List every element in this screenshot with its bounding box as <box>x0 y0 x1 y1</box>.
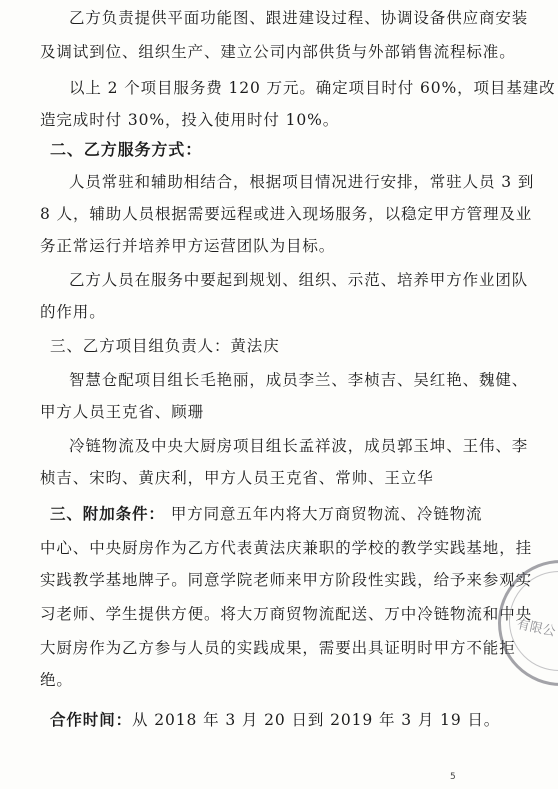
body-line-4: 造完成时付 30%，投入使用时付 10%。 <box>40 111 340 129</box>
body-line-20: 大厨房作为乙方参与人员的实践成果，需要出具证明时甲方不能拒 <box>40 639 516 657</box>
body-line-12: 智慧仓配项目组长毛艳丽，成员李兰、李桢吉、吴红艳、魏健、 <box>69 371 529 389</box>
additional-terms-text: 甲方同意五年内将大万商贸物流、冷链物流 <box>170 505 483 523</box>
additional-terms-label: 三、附加条件： <box>50 504 165 523</box>
seal-text: 有限公 <box>515 617 557 640</box>
section-heading-service-mode: 二、乙方服务方式： <box>50 140 203 159</box>
body-line-9: 乙方人员在服务中要起到规划、组织、示范、培养甲方作业团队 <box>69 271 529 289</box>
body-line-6: 人员常驻和辅助相结合，根据项目情况进行安排，常驻人员 3 到 <box>69 173 535 191</box>
body-line-8: 务正常运行并培养甲方运营团队为目标。 <box>40 237 336 255</box>
cooperation-time-value: 从 2018 年 3 月 20 日到 2019 年 3 月 19 日。 <box>132 711 501 729</box>
body-line-14: 冷链物流及中央大厨房项目组长孟祥波，成员郭玉坤、王伟、李 <box>69 437 529 455</box>
cooperation-time-label: 合作时间： <box>50 710 133 729</box>
body-line-10: 的作用。 <box>40 303 106 321</box>
page-number: 5 <box>450 772 456 782</box>
body-line-17: 中心、中央厨房作为乙方代表黄法庆兼职的学校的教学实践基地，挂 <box>40 539 533 557</box>
body-line-2: 及调试到位、组织生产、建立公司内部供货与外部销售流程标准。 <box>40 43 516 61</box>
additional-terms-line <box>50 504 482 524</box>
section-heading-project-lead: 三、乙方项目组负责人：黄法庆 <box>50 337 280 355</box>
body-line-19: 习老师、学生提供方便。将大万商贸物流配送、万中冷链物流和中央 <box>40 605 533 623</box>
body-line-1: 乙方负责提供平面功能图、跟进建设过程、协调设备供应商安装 <box>69 9 529 27</box>
body-line-3: 以上 2 个项目服务费 120 万元。确定项目时付 60%，项目基建改 <box>69 79 556 97</box>
body-line-7: 8 人，辅助人员根据需要远程或进入现场服务，以稳定甲方管理及业 <box>40 205 533 223</box>
cooperation-time-line <box>50 710 500 730</box>
body-line-15: 桢吉、宋昀、黄庆利，甲方人员王克省、常帅、王立华 <box>40 469 434 487</box>
body-line-21: 绝。 <box>40 671 73 689</box>
body-line-18: 实践教学基地牌子。同意学院老师来甲方阶段性实践，给予来参观实 <box>40 571 533 589</box>
body-line-13: 甲方人员王克省、顾珊 <box>40 403 205 421</box>
